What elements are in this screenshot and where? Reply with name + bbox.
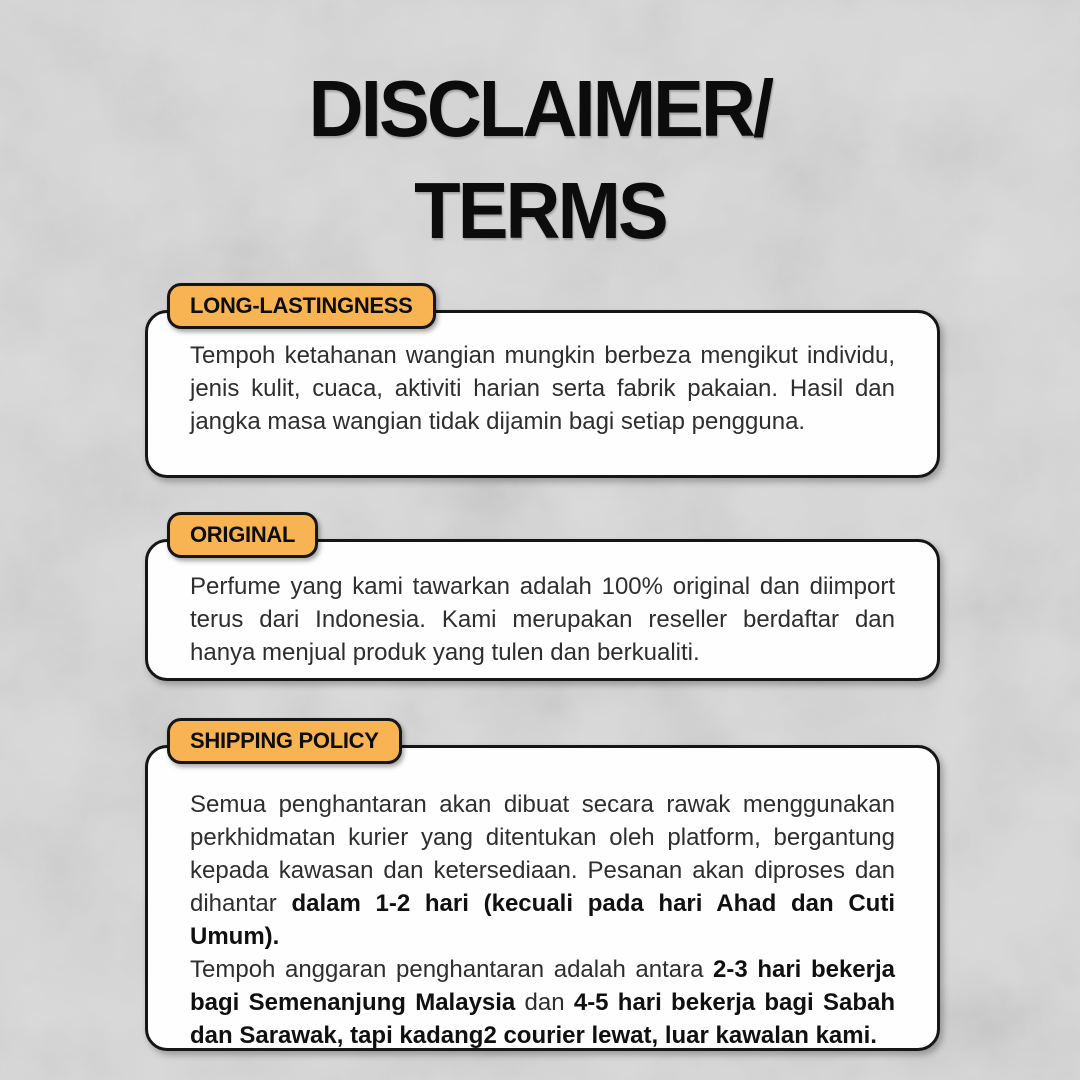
text-segment: Perfume yang kami tawarkan adalah 100% original dan diimport terus dari Indonesia. Kami merupakan reseller berdaftar dan hanya menjual produk yang tulen dan berkualiti. xyxy=(190,573,895,666)
card-paragraph xyxy=(190,339,895,438)
tab-label: ORIGINAL xyxy=(190,522,296,547)
section-tab-original xyxy=(167,512,318,558)
section-card-long-lastingness xyxy=(145,310,940,478)
section-card-original xyxy=(145,539,940,681)
section-tab-shipping-policy xyxy=(167,718,402,764)
text-segment-bold: dalam 1-2 hari (kecuali pada hari Ahad dan Cuti Umum). xyxy=(190,890,895,950)
text-segment: Tempoh ketahanan wangian mungkin berbeza mengikut individu, jenis kulit, cuaca, aktiviti harian serta fabrik pakaian. Hasil dan jangka masa wangian tidak dijamin bagi setiap pengguna. xyxy=(190,342,895,435)
page-title-line1: DISCLAIMER/ xyxy=(308,64,772,153)
text-segment-bold: 4-5 hari bekerja bagi Sabah dan Sarawak, tapi kadang2 courier lewat, luar kawalan kami. xyxy=(190,989,895,1049)
page-title-line2: TERMS xyxy=(414,166,666,255)
card-paragraph xyxy=(190,570,895,669)
text-segment: Tempoh anggaran penghantaran adalah antara xyxy=(190,956,714,983)
section-card-shipping-policy xyxy=(145,745,940,1051)
tab-label: SHIPPING POLICY xyxy=(190,728,379,753)
page-title xyxy=(27,58,1053,262)
text-segment: Semua penghantaran akan dibuat secara rawak menggunakan perkhidmatan kurier yang ditentukan oleh platform, bergantung kepada kawasan dan ketersediaan. Pesanan akan diproses dan dihantar xyxy=(190,791,895,917)
tab-label: LONG-LASTINGNESS xyxy=(190,293,413,318)
text-segment-bold: 2-3 hari bekerja bagi Semenanjung Malaysia xyxy=(190,956,895,1016)
section-long-lastingness xyxy=(145,293,940,478)
card-paragraph xyxy=(190,953,895,1051)
section-original xyxy=(145,522,940,681)
card-paragraph xyxy=(190,788,895,953)
section-tab-long-lastingness xyxy=(167,283,436,329)
text-segment: dan xyxy=(515,989,574,1016)
section-shipping-policy xyxy=(145,728,940,1051)
